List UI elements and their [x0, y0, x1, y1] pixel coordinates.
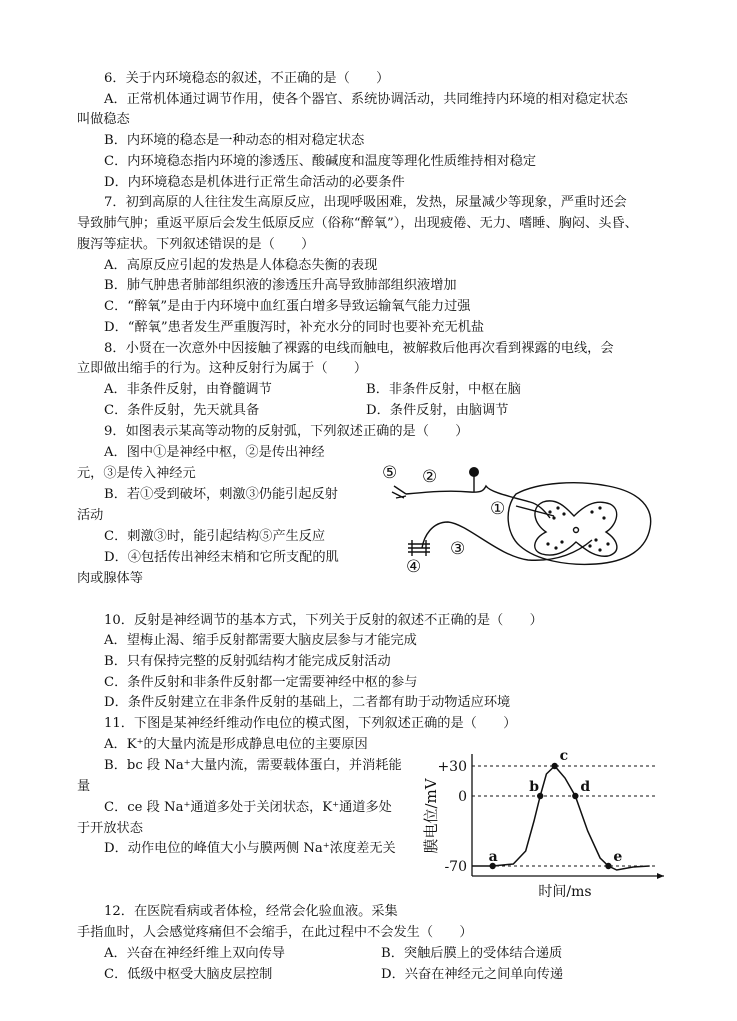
afferent-neuron	[406, 486, 550, 518]
q9-option-a-cont: 元，③是传入神经元	[77, 466, 196, 481]
point-label-b: b	[529, 779, 539, 795]
q7-option-c: C．“醉氧”是由于内环境中血红蛋白增多导致运输氧气能力过强	[104, 299, 471, 314]
effector	[408, 540, 430, 556]
q8-stem-line2: 立即做出缩手的行为。这种反射行为属于（ ）	[77, 361, 368, 376]
q6-option-d: D．内环境稳态是机体进行正常生命活动的必要条件	[104, 175, 405, 190]
q8-option-b: B．非条件反射，中枢在脑	[366, 382, 521, 397]
point-c	[551, 763, 557, 769]
point-label-d: d	[580, 779, 591, 795]
q11-option-a: A．K⁺的大量内流是形成静息电位的主要原因	[104, 737, 368, 752]
q9-option-a: A．图中①是神经中枢，②是传出神经	[104, 445, 325, 460]
q12-stem: 12．在医院看病或者体检，经常会化验血液。采集	[104, 904, 398, 919]
point-e	[605, 863, 611, 869]
q12-option-b: B．突触后膜上的受体结合递质	[381, 946, 563, 961]
point-d	[572, 793, 578, 799]
spinal-cord-outline	[508, 483, 651, 565]
action-potential-chart	[420, 748, 670, 898]
y-tick-label: +30	[437, 759, 467, 775]
label-4: ④	[406, 557, 422, 577]
q11-option-d: D．动作电位的峰值大小与膜两侧 Na⁺浓度差无关	[104, 841, 396, 856]
label-5: ⑤	[382, 463, 398, 483]
q10-option-c: C．条件反射和非条件反射都一定需要神经中枢的参与	[104, 675, 418, 690]
q8-option-d: D．条件反射，由脑调节	[366, 403, 509, 418]
reflex-arc-figure	[378, 452, 658, 580]
x-axis-label: 时间/ms	[538, 884, 592, 898]
q12-option-c: C．低级中枢受大脑皮层控制	[104, 967, 273, 982]
label-2: ②	[422, 467, 438, 487]
y-tick-label: -70	[444, 859, 467, 875]
q11-option-b-cont: 量	[77, 779, 91, 794]
q8-stem: 8．小贤在一次意外中因接触了裸露的电线而触电，被解救后他再次看到裸露的电线，会	[104, 341, 614, 356]
q9-option-d-cont: 肉或腺体等	[77, 571, 143, 586]
q10-option-b: B．只有保持完整的反射弧结构才能完成反射活动	[104, 654, 391, 669]
gray-matter	[535, 501, 617, 556]
q9-option-b-cont: 活动	[77, 508, 104, 523]
q7-option-d: D．“醉氧”患者发生严重腹泻时，补充水分的同时也要补充无机盐	[104, 320, 485, 335]
q6-option-a: A．正常机体通过调节作用，使各个器官、系统协调活动，共同维持内环境的相对稳定状态	[104, 92, 628, 107]
label-1: ①	[490, 499, 506, 519]
q6-option-c: C．内环境稳态指内环境的渗透压、酸碱度和温度等理化性质维持相对稳定	[104, 154, 537, 169]
q6-option-b: B．内环境的稳态是一种动态的相对稳定状态	[104, 133, 365, 148]
receptor	[392, 486, 406, 498]
x-axis-arrow	[657, 873, 664, 879]
potential-curve	[472, 766, 650, 870]
q6-option-a-cont: 叫做稳态	[77, 112, 130, 127]
q6-stem: 6．关于内环境稳态的叙述，不正确的是（ ）	[104, 71, 390, 86]
efferent-neuron	[422, 522, 592, 560]
point-label-c: c	[559, 748, 569, 764]
q11-option-b: B．bc 段 Na⁺大量内流，需要载体蛋白，并消耗能	[104, 758, 402, 773]
q9-option-d: D．④包括传出神经末梢和它所支配的肌	[104, 550, 339, 565]
q7-option-a: A．高原反应引起的发热是人体稳态失衡的表现	[104, 258, 378, 273]
q12-option-a: A．兴奋在神经纤维上双向传导	[104, 946, 285, 961]
q10-option-d: D．条件反射建立在非条件反射的基础上，二者都有助于动物适应环境	[104, 695, 511, 710]
q9-option-c: C．刺激③时，能引起结构⑤产生反应	[104, 529, 326, 544]
y-tick-label: 0	[458, 789, 467, 805]
label-3: ③	[450, 539, 466, 559]
q7-stem: 7．初到高原的人往往发生高原反应，出现呼吸困难，发热，尿量减少等现象，严重时还会	[104, 195, 627, 210]
point-label-e: e	[613, 849, 623, 865]
q10-stem: 10．反射是神经调节的基本方式，下列关于反射的叙述不正确的是（ ）	[104, 613, 543, 628]
q11-option-c: C．ce 段 Na⁺通道多处于关闭状态，K⁺通道多处	[104, 800, 392, 815]
q12-option-d: D．兴奋在神经元之间单向传递	[381, 967, 564, 982]
q7-stem-line3: 腹泻等症状。下列叙述错误的是（ ）	[77, 237, 315, 252]
q7-option-b: B．肺气肿患者肺部组织液的渗透压升高导致肺部组织液增加	[104, 278, 457, 293]
point-label-a: a	[488, 849, 498, 865]
q8-option-c: C．条件反射，先天就具备	[104, 403, 260, 418]
q7-stem-line2: 导致肺气肿；重返平原后会发生低原反应（俗称“醉氧”），出现疲倦、无力、嗜睡、胸闷、头昏、	[77, 216, 638, 231]
q9-stem: 9．如图表示某高等动物的反射弧，下列叙述正确的是（ ）	[104, 424, 469, 439]
q10-option-a: A．望梅止渴、缩手反射都需要大脑皮层参与才能完成	[104, 633, 417, 648]
q9-option-b: B．若①受到破坏，刺激③仍能引起反射	[104, 487, 338, 502]
q8-option-a: A．非条件反射，由脊髓调节	[104, 382, 272, 397]
q11-option-c-cont: 于开放状态	[77, 821, 143, 836]
y-axis-label: 膜电位/mV	[422, 778, 440, 854]
q11-stem: 11．下图是某神经纤维动作电位的模式图，下列叙述正确的是（ ）	[104, 716, 517, 731]
q12-stem-line2: 手指血时，人会感觉疼痛但不会缩手，在此过程中不会发生（ ）	[77, 925, 473, 940]
